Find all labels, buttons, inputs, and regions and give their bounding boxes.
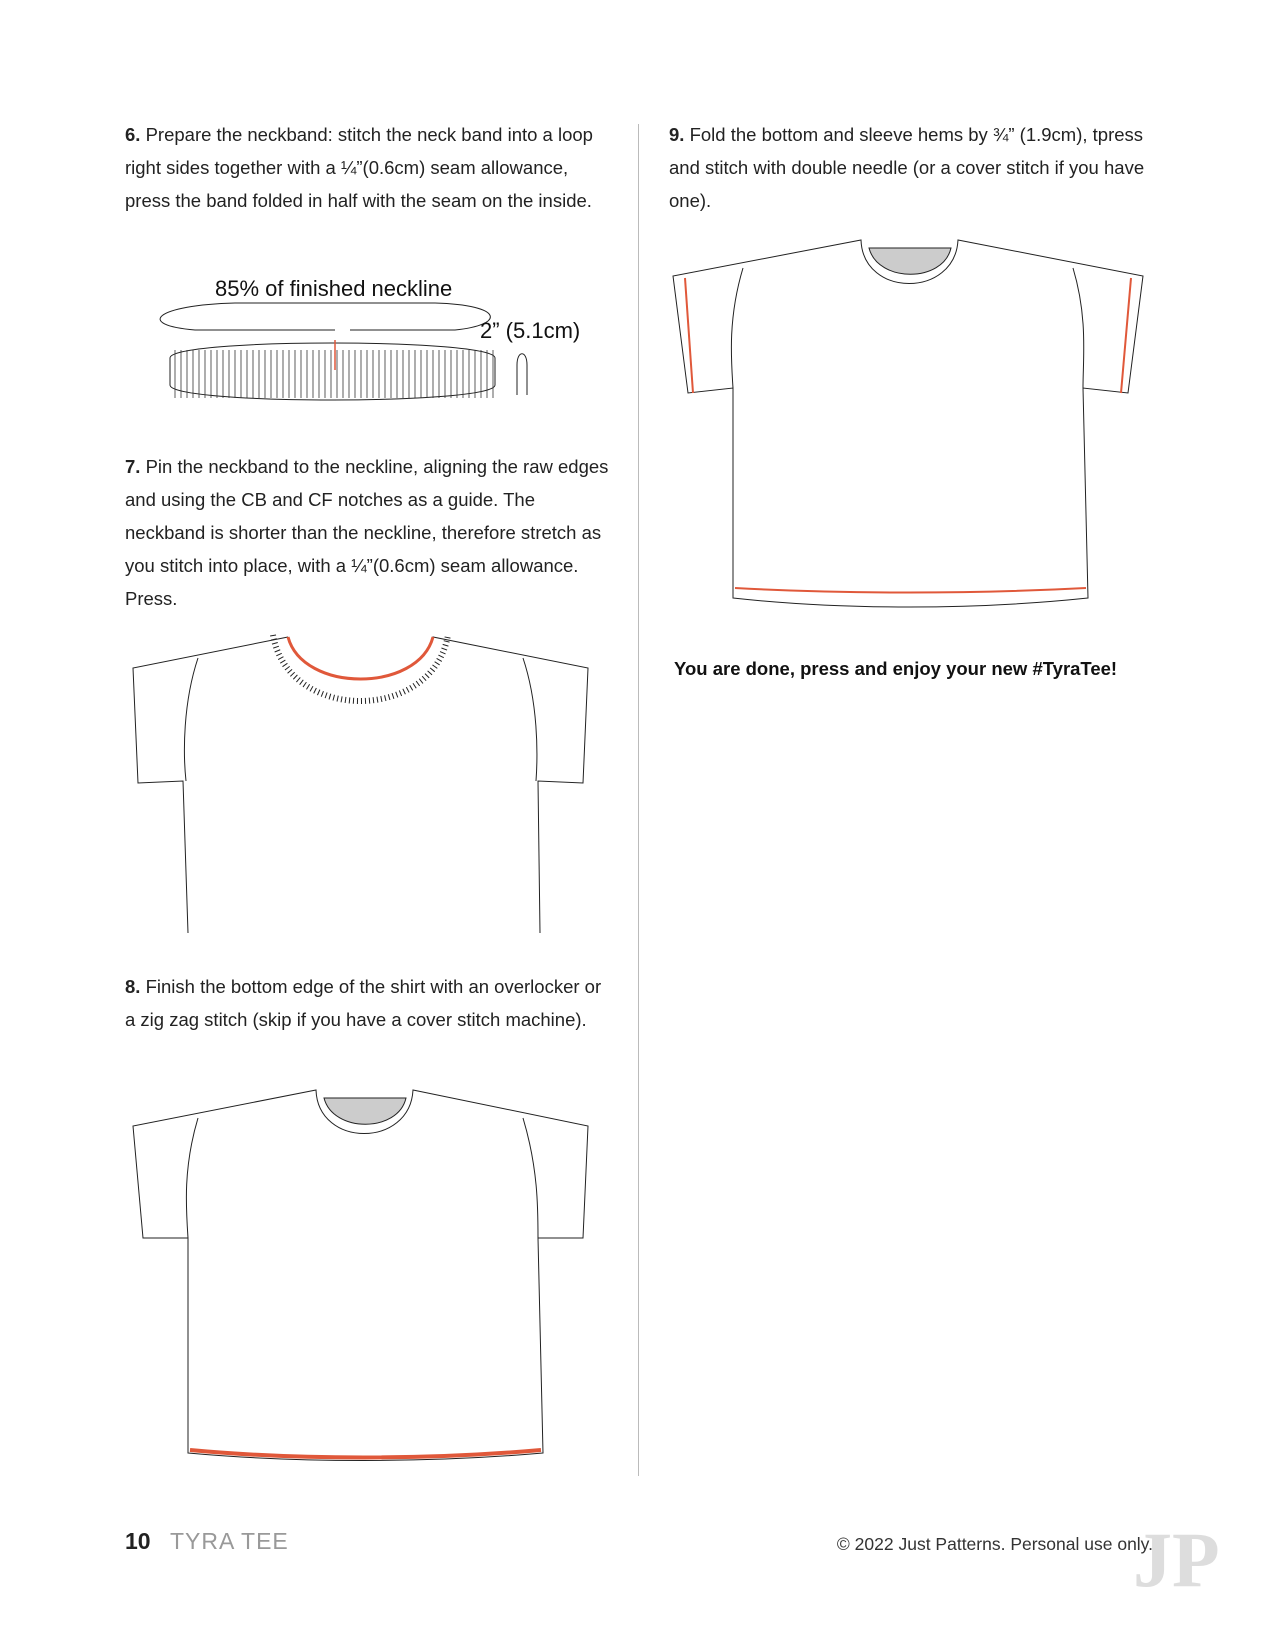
shirt-illustration-step-7 [128,633,608,933]
step-7: 7. Pin the neckband to the neckline, aligning the raw edges and using the CB and CF notches as a guide. The neckband is shorter than the neckline, therefore stretch as you stitch into place, with a ¼”(0.6cm) seam allowance. Press. [125,456,609,609]
neckband-loop [170,343,495,400]
shirt-illustration-step-9 [673,238,1153,618]
loop-arrow [160,303,490,330]
completion-message: You are done, press and enjoy your new #TyraTee! [674,658,1118,679]
step-9: 9. Fold the bottom and sleeve hems by ¾” (1.9cm), tpress and stitch with double needle (or a cover stitch if you have one). [669,124,1145,211]
step-8: 8. Finish the bottom edge of the shirt with an overlocker or a zig zag stitch (skip if you have a cover stitch machine). [125,976,602,1030]
neckline-inside [324,1098,406,1124]
neckline-inside [869,248,951,274]
shirt-illustration-step-8 [128,1088,608,1468]
neckline-stitch [288,637,433,679]
column-divider [638,124,639,1476]
neckband-diagram [155,270,595,420]
neckband [273,635,448,701]
fold-arrow-icon [517,354,527,395]
just-patterns-logo: JP [1133,1516,1220,1603]
page-number: 10 [125,1528,151,1554]
length-label: 85% of finished neckline [215,276,453,301]
pattern-title: TYRA TEE [170,1528,289,1554]
copyright: © 2022 Just Patterns. Personal use only. [836,1534,1153,1554]
width-label: 2” (5.1cm) [480,318,581,343]
step-6: 6. Prepare the neckband: stitch the neck band into a loop right sides together with a ¼”(0.6cm) seam allowance, press the band folded in half with the seam on the inside. [125,124,593,211]
